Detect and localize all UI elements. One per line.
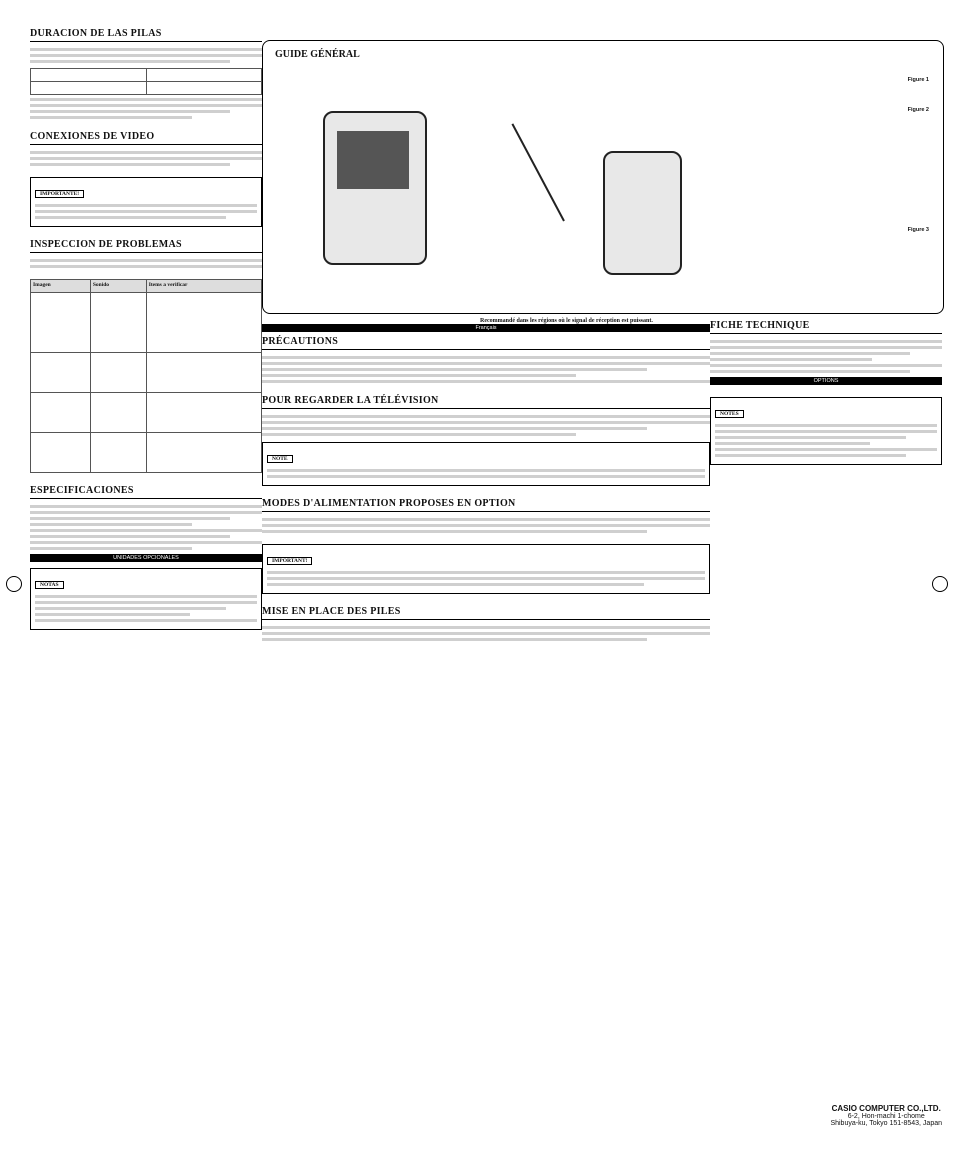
notes-box: NOTAS bbox=[30, 568, 262, 630]
heading-conexiones: CONEXIONES DE VIDEO bbox=[30, 131, 262, 145]
heading-precautions: PRÉCAUTIONS bbox=[262, 336, 710, 350]
important-box: IMPORTANT! bbox=[262, 544, 710, 594]
heading-fiche: FICHE TECHNIQUE bbox=[710, 320, 942, 334]
battery-table bbox=[30, 68, 262, 95]
tv-side-illustration bbox=[603, 151, 682, 275]
general-guide-figure: GUIDE GÉNÉRAL Figure 1 Figure 2 Figure 3 bbox=[262, 40, 944, 314]
antenna-illustration bbox=[511, 123, 564, 221]
heading-regarder: POUR REGARDER LA TÉLÉVISION bbox=[262, 395, 710, 409]
troubleshooting-table: Imagen Sonido Items a verificar bbox=[30, 279, 262, 473]
registration-mark bbox=[932, 576, 948, 592]
company-address: CASIO COMPUTER CO.,LTD. 6-2, Hon-machi 1-chome Shibuya-ku, Tokyo 151-8543, Japan bbox=[830, 1104, 942, 1127]
heading-modes: MODES D'ALIMENTATION PROPOSES EN OPTION bbox=[262, 498, 710, 512]
heading-duracion: DURACION DE LAS PILAS bbox=[30, 28, 262, 42]
important-box: IMPORTANTE! bbox=[30, 177, 262, 227]
heading-mise-en-place: MISE EN PLACE DES PILES bbox=[262, 606, 710, 620]
notes-box: NOTES bbox=[710, 397, 942, 465]
column-specs: FICHE TECHNIQUE OPTIONS NOTES bbox=[710, 320, 942, 471]
heading-especificaciones: ESPECIFICACIONES bbox=[30, 485, 262, 499]
column-french: Français PRÉCAUTIONS POUR REGARDER LA TÉLÉVISION NOTE MODES D'ALIMENTATION PROPOSES EN OPTION IMPORTANT! MISE EN PLACE DES PILES bbox=[262, 320, 710, 658]
figure-title: GUIDE GÉNÉRAL bbox=[275, 49, 360, 60]
body-text bbox=[30, 48, 262, 68]
heading-inspeccion: INSPECCION DE PROBLEMAS bbox=[30, 239, 262, 253]
note-box: NOTE bbox=[262, 442, 710, 486]
column-spanish: DURACION DE LAS PILAS CONEXIONES DE VIDEO IMPORTANTE! INSPECCION DE PROBLEMAS Imagen Sonido Items a verificar ESPECIFICACIONES UNIDADES OPCIONALES NOTAS bbox=[30, 28, 262, 642]
registration-mark bbox=[6, 576, 22, 592]
tv-front-illustration bbox=[323, 111, 427, 265]
recommendation-note: Recommandé dans les régions où le signal de réception est puissant. bbox=[480, 318, 653, 324]
